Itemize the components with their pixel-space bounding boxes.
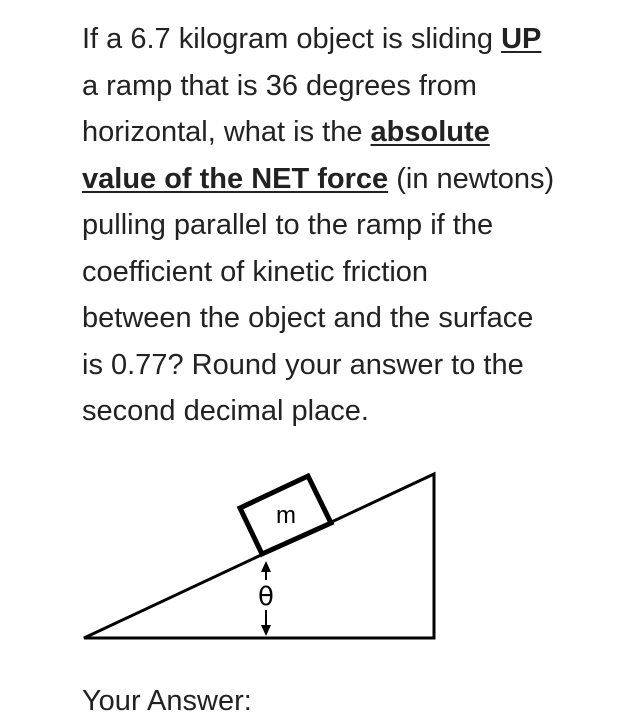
question-line-1: If a 6.7 kilogram object is sliding UP xyxy=(82,23,542,55)
question-line-7: between the object and the surface xyxy=(82,302,534,334)
question-line-9: second decimal place. xyxy=(82,395,369,427)
question-line-4: value of the NET force (in newtons) xyxy=(82,162,555,195)
question-line-3: horizontal, what is the absolute xyxy=(82,116,490,148)
answer-label: Your Answer: xyxy=(82,685,252,717)
angle-label: θ xyxy=(258,582,274,612)
angle-arrow-down-icon xyxy=(261,625,271,636)
emphasis-up: UP xyxy=(501,23,542,55)
question-line-6: coefficient of kinetic friction xyxy=(82,255,429,288)
question-line-5: pulling parallel to the ramp if the xyxy=(82,209,494,241)
emphasis-absolute: absolute xyxy=(370,116,490,148)
block-label: m xyxy=(276,502,296,529)
angle-arrow-up-icon xyxy=(261,561,271,572)
emphasis-net-force: value of the NET force xyxy=(82,162,389,195)
question-line-8: is 0.77? Round your answer to the xyxy=(82,348,524,381)
question-line-2: a ramp that is 36 degrees from xyxy=(82,69,477,102)
